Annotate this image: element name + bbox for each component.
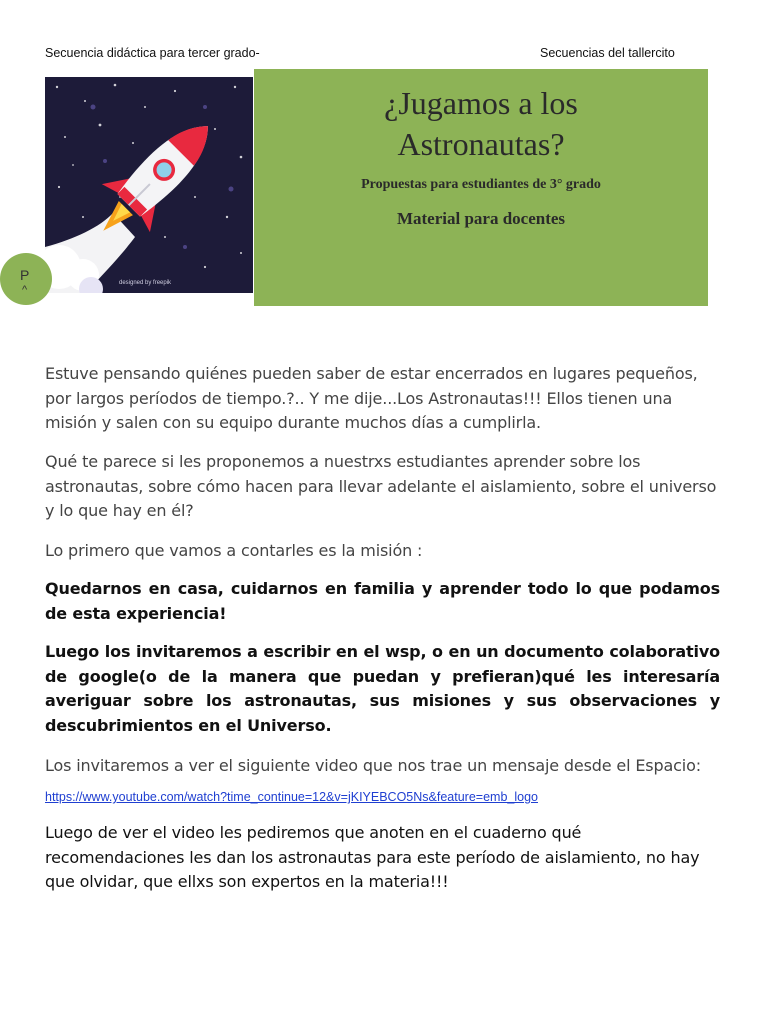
paragraph-after-video: Luego de ver el video les pediremos que anoten en el cuaderno qué recomendaciones les dan los astronautas para este período de aislamiento, no hay que olvidar, que ellxs son expertos en la materia!!! [45,823,700,891]
image-credit: designed by freepik [119,280,172,286]
header-left-text: Secuencia didáctica para tercer grado- [45,46,260,60]
title-banner [254,69,708,306]
subtitle-grade: Propuestas para estudiantes de 3° grado [361,177,601,192]
title-line-2: Astronautas? [397,126,565,162]
page-side-tab[interactable] [0,253,52,305]
paragraph-proposal: Qué te parece si les proponemos a nuestrxs estudiantes aprender sobre los astronautas, sobre cómo hacen para llevar adelante el aislamiento, sobre el universo y lo que hay en él? [45,452,717,520]
rocket-illustration [45,77,253,293]
paragraph-video-lead: Los invitaremos a ver el siguiente video que nos trae un mensaje desde el Espacio: [45,756,701,775]
side-tab-caret-icon: ^ [22,284,28,296]
paragraph-intro: Estuve pensando quiénes pueden saber de estar encerrados en lugares pequeños, por largos períodos de tiempo.?.. Y me dije...Los Astronautas!!! Ellos tienen una misión y salen con su equipo durante muchos días a cumplirla. [45,364,698,432]
paragraph-invite-write: Luego los invitaremos a escribir en el wsp, o en un documento colaborativo de google(o de la manera que puedan y prefieran)qué les interesaría averiguar sobre los astronautas, sus misiones y sus observaciones y descubrimientos en el Universo. [45,642,720,735]
subtitle-material: Material para docentes [396,209,566,228]
youtube-video-link[interactable]: https://www.youtube.com/watch?time_continue=12&v=jKIYEBCO5Ns&feature=emb_logo [45,790,538,804]
side-tab-letter: P [20,267,30,283]
paragraph-mission-lead: Lo primero que vamos a contarles es la misión : [45,541,423,560]
header-right-text: Secuencias del tallercito [540,46,675,60]
page-title [254,83,708,165]
paragraph-mission: Quedarnos en casa, cuidarnos en familia y aprender todo lo que podamos de esta experiencia! [45,579,720,623]
title-line-1: ¿Jugamos a los [384,85,578,121]
